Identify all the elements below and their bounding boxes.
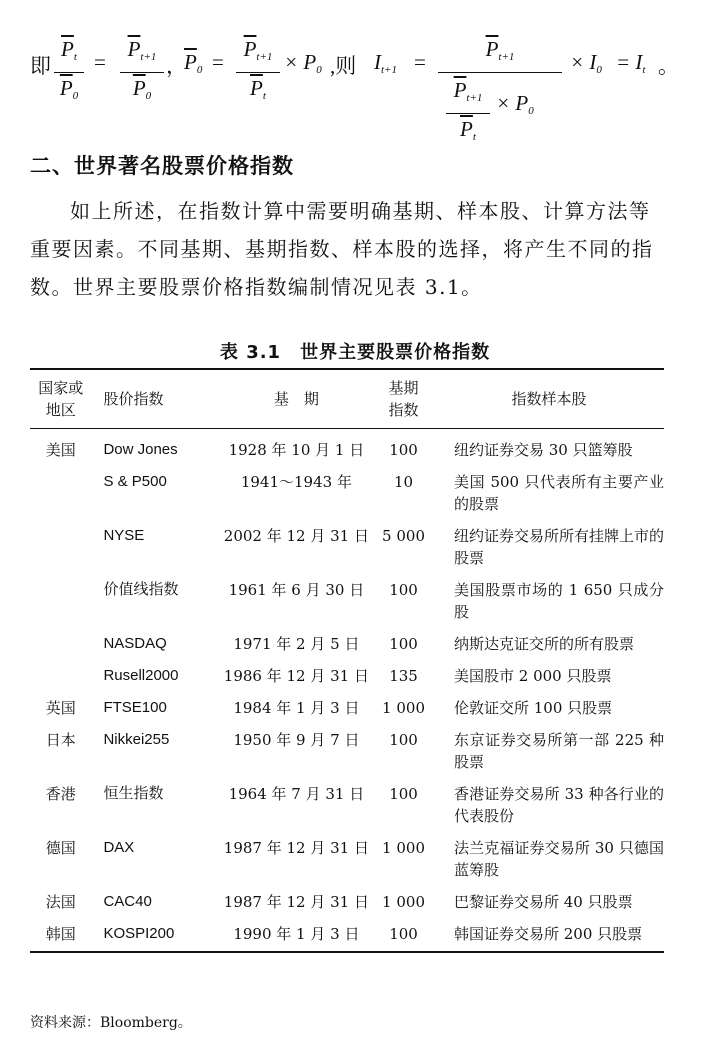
body-paragraph [30,192,670,306]
table-row [30,687,664,719]
times-p0: × $P_0$ [284,50,322,76]
cell-region [30,569,91,623]
cell-base-period: 1950 年 9 月 7 日 [233,731,360,749]
cell-sample: 香港证券交易所 33 种各行业的代表股份 [454,785,664,825]
equals-it: = $I_t$ [616,50,646,76]
cell-region [30,623,91,655]
cell-base-value: 100 [389,441,418,459]
cell-index: FTSE100 [103,699,167,716]
cell-index: 恒生指数 [103,785,164,802]
cell-region: 英国 [45,699,76,717]
cell-base-value: 100 [373,913,434,952]
table-header-row [30,369,664,429]
fraction-pt1-p0: $\overline{P}_{t+1}$ $\overline{P}_0$ [120,36,164,109]
cell-base-period: 1964 年 7 月 31 日 [228,785,365,803]
cell-region: 韩国 [30,913,91,952]
cell-base-period: 1971 年 2 月 5 日 [233,635,360,653]
cell-sample: 法兰克福证券交易所 30 只德国蓝筹股 [454,839,664,879]
table-row [30,461,664,515]
cell-base-value: 1 000 [382,839,425,857]
header-base-period: 基 期 [220,369,373,429]
cell-sample: 美国股市 2 000 只股票 [454,667,612,685]
cell-base-period: 1987 年 12 月 31 日 [223,893,369,911]
cell-base-period: 1928 年 10 月 1 日 [228,441,365,459]
cell-base-value: 100 [389,635,418,653]
paragraph-text: 如上所述，在指数计算中需要明确基期、样本股、计算方法等重要因素。不同基期、基期指数、样本股的选择，将产生不同的指数。世界主要股票价格指数编制情况见表 3.1。 [30,199,654,299]
then-text: ,则 [330,54,357,78]
equals-sign: = [94,50,106,74]
formula-period: 。 [658,54,679,78]
cell-index: S & P500 [103,473,167,490]
cell-index: NASDAQ [103,635,167,652]
table-row [30,881,664,913]
table-row [30,827,664,881]
cell-index: 价值线指数 [103,581,179,598]
cell-sample: 纽约证券交易所所有挂牌上市的股票 [454,527,665,567]
header-base-value: 基期指数 [373,369,434,429]
cell-region: 法国 [45,893,76,911]
table-row [30,515,664,569]
cell-index: DAX [103,839,135,856]
cell-base-value: 100 [389,731,418,749]
cell-sample: 纳斯达克证交所的所有股票 [454,635,635,653]
table-row [30,655,664,687]
cell-base-period: 1990 年 1 月 3 日 [220,913,373,952]
cell-index: NYSE [103,527,145,544]
cell-index: Dow Jones [103,441,178,458]
cell-base-value: 100 [389,785,418,803]
cell-region [30,515,91,569]
cell-base-value: 10 [393,473,414,491]
cell-base-period: 1941～1943 年 [240,473,352,491]
table-row [30,913,664,952]
cell-sample: 伦敦证交所 100 只股票 [454,699,613,717]
cell-base-period: 1987 年 12 月 31 日 [223,839,369,857]
table-row [30,623,664,655]
table-row [30,569,664,623]
cell-sample: 美国股票市场的 1 650 只成分股 [454,581,664,621]
cell-index: Nikkei255 [103,731,170,748]
cell-sample: 纽约证券交易 30 只篮筹股 [454,441,633,459]
header-region: 国家或地区 [30,369,91,429]
fraction-pt-p0: $\overline{P}_t$ $\overline{P}_0$ [54,36,84,109]
cell-base-value: 100 [389,581,418,599]
cell-region [30,655,91,687]
table-caption: 表 3.1 世界主要股票价格指数 [219,342,491,363]
table-row [30,719,664,773]
cell-base-period: 1984 年 1 月 3 日 [233,699,360,717]
cell-region: 美国 [45,441,76,459]
cell-index: Rusell2000 [103,667,179,684]
big-fraction: $\overline{P}_{t+1}$ $\overline{P}_{t+1}$ $\overline{P}_t$ × $P_0$ [438,36,562,133]
header-sample: 指数样本股 [434,369,664,429]
fraction-pt1-pt: $\overline{P}_{t+1}$ $\overline{P}_t$ [236,36,280,109]
cell-region: 日本 [45,731,76,749]
cell-sample: 东京证券交易所第一部 225 种股票 [454,731,664,771]
table-row [30,429,664,462]
section-heading: 二、世界著名股票价格指数 [30,154,294,178]
cell-index: KOSPI200 [91,913,219,952]
cell-sample: 韩国证券交易所 200 只股票 [434,913,664,952]
cell-base-period: 2002 年 12 月 31 日 [223,527,369,545]
times-i0: × $I_0$ [570,50,602,76]
equals-sign-3: = [414,50,426,74]
equals-sign-2: = [212,50,224,74]
index-symbol: $I_{t+1}$ [374,50,397,76]
cell-base-period: 1986 年 12 月 31 日 [223,667,369,685]
cell-region: 香港 [45,785,76,803]
cell-sample: 巴黎证券交易所 40 只股票 [454,893,633,911]
cell-base-value: 5 000 [382,527,425,545]
p0-symbol: $\overline{P}_0$ [184,50,203,76]
cell-base-value: 1 000 [382,893,425,911]
comma: ， [166,54,187,78]
formula [30,28,680,143]
inner-fraction: $\overline{P}_{t+1}$ $\overline{P}_t$ [446,77,490,150]
index-table [30,368,664,953]
table-row [30,773,664,827]
cell-base-value: 1 000 [382,699,425,717]
cell-base-value: 135 [389,667,418,685]
cell-region: 德国 [45,839,76,857]
header-index: 股价指数 [91,369,219,429]
cell-sample: 美国 500 只代表所有主要产业的股票 [454,473,664,513]
cell-base-period: 1961 年 6 月 30 日 [228,581,365,599]
source-note: 资料来源：Bloomberg。 [30,1015,192,1031]
cell-region [30,461,91,515]
formula-prefix: 即 [30,54,51,78]
cell-index: CAC40 [103,893,152,910]
